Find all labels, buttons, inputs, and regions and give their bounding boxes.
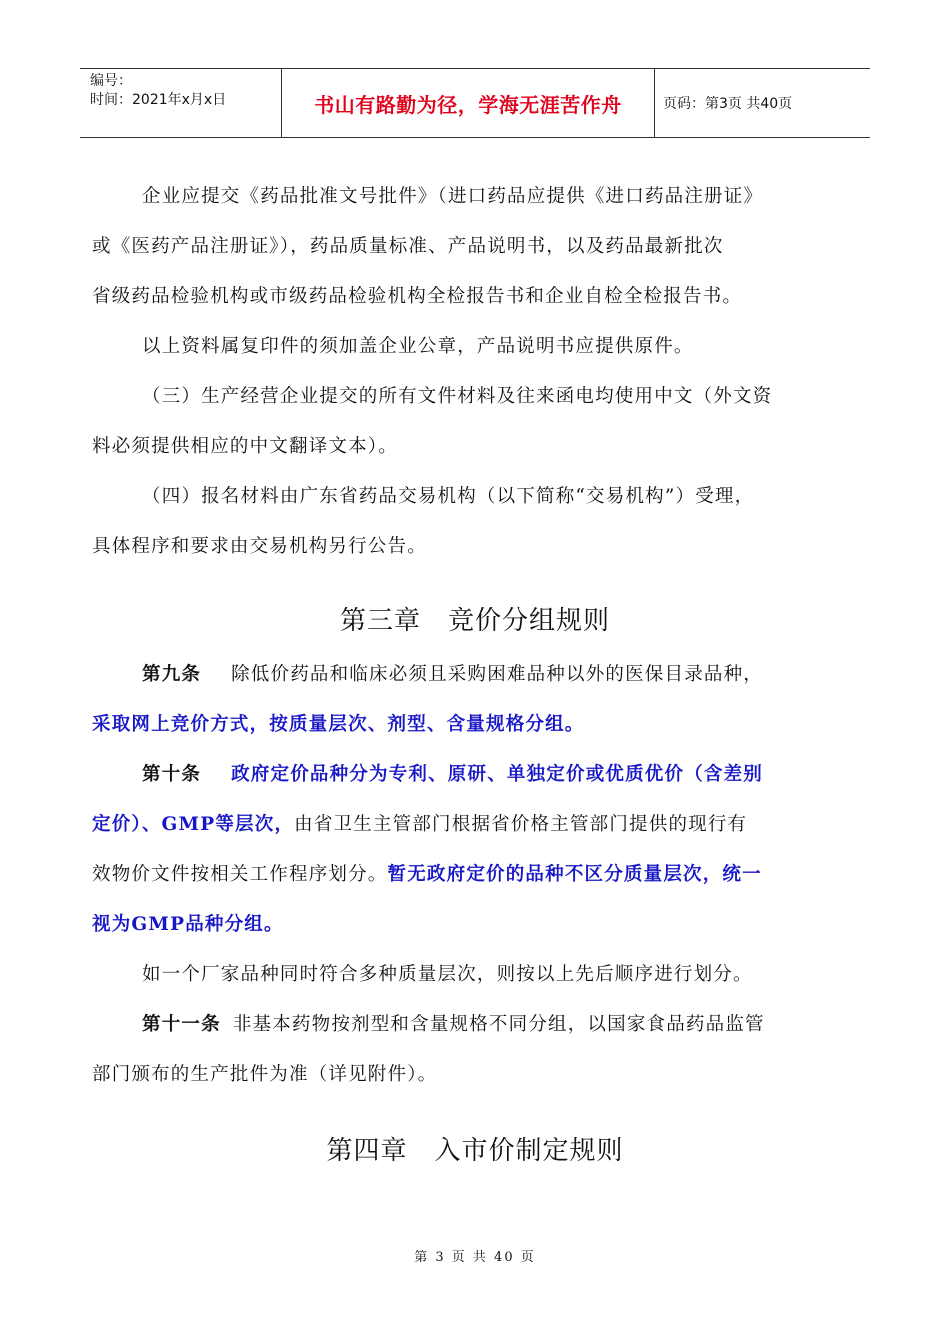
- chapter-heading: 第三章 竞价分组规则: [339, 606, 610, 636]
- article-text: 由省卫生主管部门根据省价格主管部门提供的现行有: [294, 814, 748, 835]
- paragraph-line: 如一个厂家品种同时符合多种质量层次，则按以上先后顺序进行划分。: [142, 964, 753, 985]
- paragraph-line: 或《医药产品注册证》），药品质量标准、产品说明书，以及药品最新批次: [92, 236, 724, 257]
- article-text: 效物价文件按相关工作程序划分。: [92, 864, 388, 885]
- article-9-line: [142, 660, 763, 686]
- paragraph-line: 以上资料属复印件的须加盖企业公章，产品说明书应提供原件。: [142, 336, 694, 357]
- article-title: 第十条: [142, 764, 202, 785]
- document-time: 时间：2021年x月x日: [90, 92, 227, 108]
- article-10-emphasis: 视为GMP品种分组。: [92, 914, 284, 935]
- article-11-line: [142, 1010, 765, 1036]
- article-title: 第十一条: [142, 1014, 221, 1035]
- article-emphasis: 暂无政府定价的品种不区分质量层次，统一: [387, 864, 762, 885]
- paragraph-line: 料必须提供相应的中文翻译文本）。: [92, 436, 398, 457]
- chapter-heading: 第四章 入市价制定规则: [326, 1136, 624, 1166]
- article-emphasis: 定价）、GMP等层次，: [92, 814, 295, 835]
- paragraph-line: 部门颁布的生产批件为准（详见附件）。: [92, 1064, 438, 1085]
- article-title: 第九条: [142, 664, 202, 685]
- article-10-line: [92, 860, 762, 886]
- article-emphasis: 政府定价品种分为专利、原研、单独定价或优质优价（含差别: [231, 764, 764, 785]
- paragraph-line: 省级药品检验机构或市级药品检验机构全检报告书和企业自检全检报告书。: [92, 286, 743, 307]
- header-motto: 书山有路勤为径，学海无涯苦作舟: [282, 69, 655, 137]
- paragraph-line: 具体程序和要求由交易机构另行公告。: [92, 536, 427, 557]
- page-header: [80, 68, 870, 138]
- header-page-code: 页码：第3页 共40页: [663, 96, 793, 112]
- article-10-line: [92, 810, 747, 836]
- paragraph-line: （四）报名材料由广东省药品交易机构（以下简称“交易机构”）受理，: [142, 486, 755, 507]
- page-footer: 第 3 页 共 40 页: [414, 1250, 536, 1265]
- article-text: 非基本药物按剂型和含量规格不同分组，以国家食品药品监管: [232, 1014, 765, 1035]
- article-text: 除低价药品和临床必须且采购困难品种以外的医保目录品种，: [231, 664, 764, 685]
- article-9-emphasis: 采取网上竞价方式，按质量层次、剂型、含量规格分组。: [92, 714, 585, 735]
- header-meta: [80, 69, 282, 137]
- paragraph-line: 企业应提交《药品批准文号批件》（进口药品应提供《进口药品注册证》: [142, 186, 764, 207]
- paragraph-line: （三）生产经营企业提交的所有文件材料及往来函电均使用中文（外文资: [142, 386, 773, 407]
- article-10-line: [142, 760, 763, 786]
- document-number-label: 编号：: [90, 73, 132, 89]
